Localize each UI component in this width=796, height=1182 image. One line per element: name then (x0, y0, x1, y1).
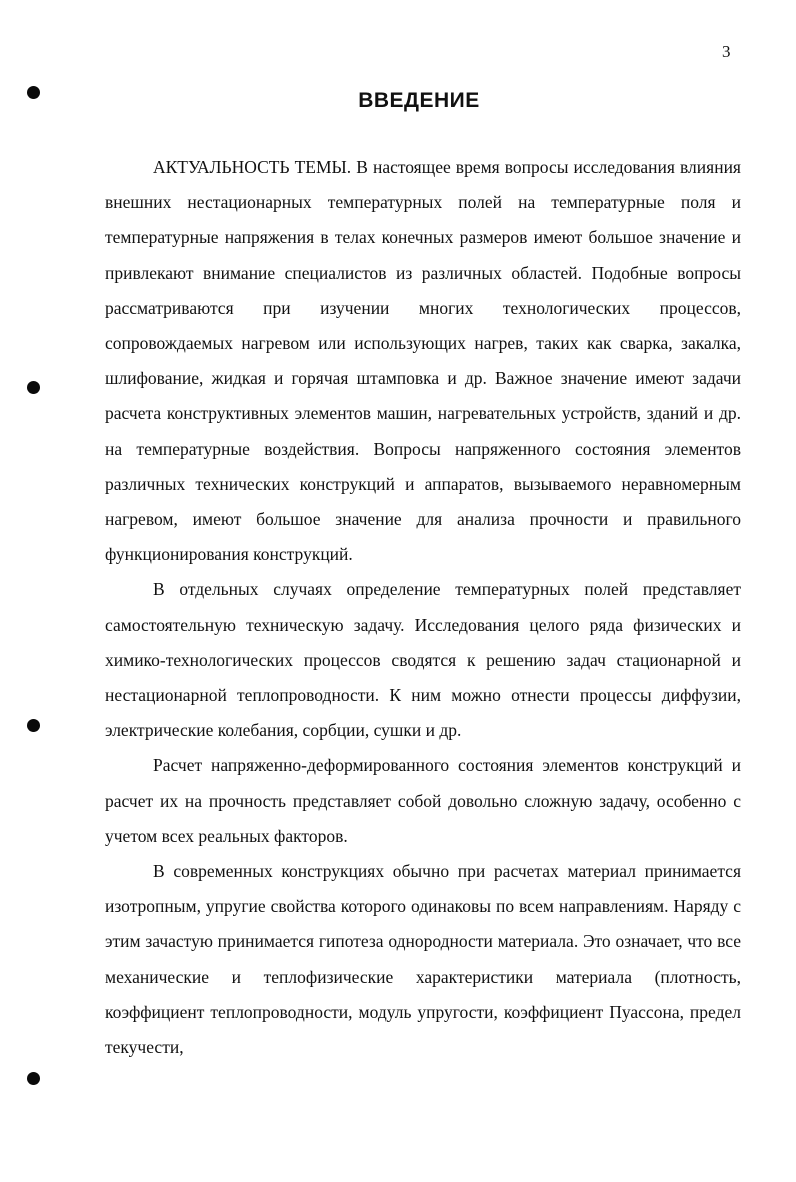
body-text (105, 150, 741, 1065)
paragraph-temperature-fields: В отдельных случаях определение температурных полей представляет самостоятельную техническую задачу. Исследования целого ряда физических и химико-технологических процессов сводятся к решению задач стационарной и нестационарной теплопроводности. К ним можно отнести процессы диффузии, электрические колебания, сорбции, сушки и др. (105, 579, 741, 741)
page-number: 3 (722, 42, 731, 61)
punch-hole-mark (27, 381, 40, 394)
paragraph-relevance: АКТУАЛЬНОСТЬ ТЕМЫ. В настоящее время вопросы исследования влияния внешних нестационарных температурных полей на температурные поля и температурные напряжения в телах конечных размеров имеют большое значение и привлекают внимание специалистов из различных областей. Подобные вопросы рассматриваются при изучении многих технологических процессов, сопровождаемых нагревом или использующих нагрев, таких как сварка, закалка, шлифование, жидкая и горячая штамповка и др. Важное значение имеют задачи расчета конструктивных элементов машин, нагревательных устройств, зданий и др. на температурные воздействия. Вопросы напряженного состояния элементов различных технических конструкций и аппаратов, вызываемого неравномерным нагревом, имеют большое значение для анализа прочности и правильного функционирования конструкций. (105, 157, 741, 565)
paragraph-material-properties: В современных конструкциях обычно при расчетах материал принимается изотропным, упругие свойства которого одинаковы по всем направлениям. Наряду с этим зачастую принимается гипотеза однородности материала. Это означает, что все механические и теплофизические характеристики материала (плотность, коэффициент теплопроводности, модуль упругости, коэффициент Пуассона, предел текучести, (105, 861, 741, 1058)
punch-hole-mark (27, 86, 40, 99)
paragraph-stress-analysis: Расчет напряженно-деформированного состояния элементов конструкций и расчет их на прочность представляет собой довольно сложную задачу, особенно с учетом всех реальных факторов. (105, 755, 741, 846)
punch-hole-mark (27, 719, 40, 732)
page-title: ВВЕДЕНИЕ (358, 89, 480, 112)
punch-hole-mark (27, 1072, 40, 1085)
